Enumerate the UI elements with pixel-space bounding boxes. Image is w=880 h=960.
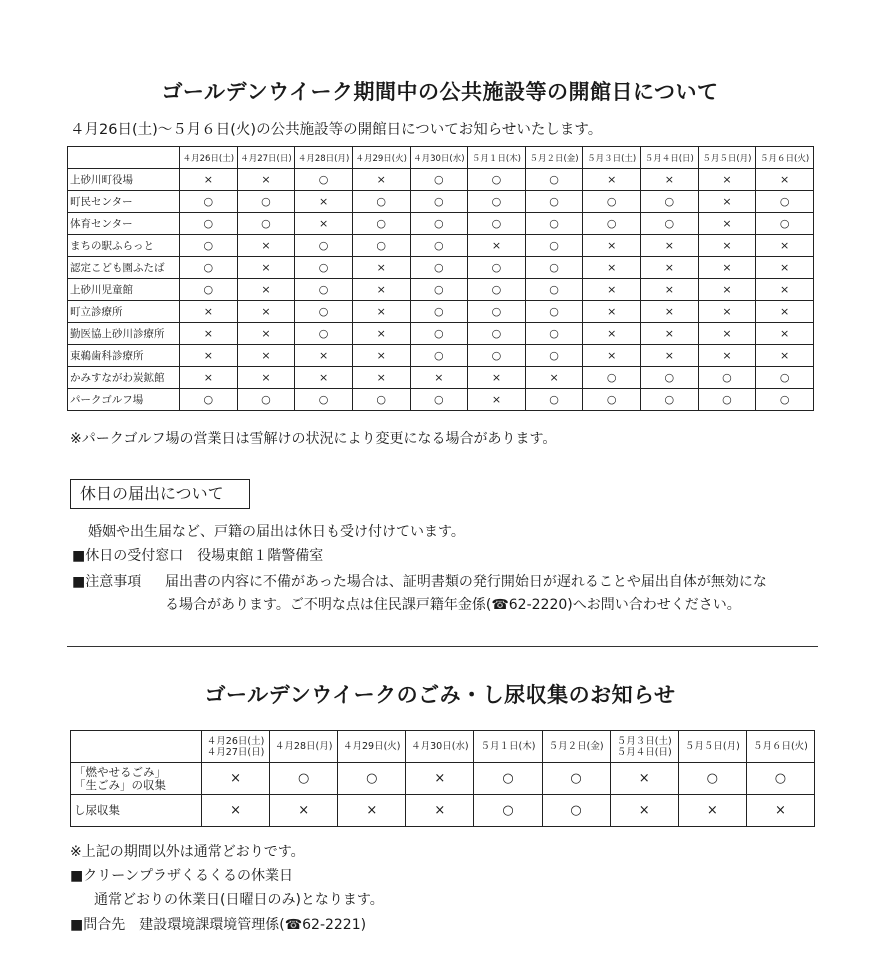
- date-header-line: ５月６日(火): [752, 741, 808, 752]
- contact-text: ■問合先 建設環境課環境管理係(☎62-2221): [70, 917, 367, 933]
- status-cell: ×: [202, 795, 270, 827]
- status-cell: ○: [180, 213, 238, 235]
- status-cell: ×: [406, 763, 474, 795]
- status-cell: ×: [756, 279, 814, 301]
- status-cell: ×: [698, 323, 756, 345]
- status-cell: ○: [295, 323, 353, 345]
- date-header: ４月27日(日): [237, 147, 295, 169]
- table-row: [68, 191, 814, 213]
- facility-name: パークゴルフ場: [68, 389, 180, 411]
- status-cell: ×: [641, 301, 699, 323]
- caution-text-line1: 届出書の内容に不備があった場合は、証明書類の発行開始日が遅れることや届出自体が無効にな: [165, 574, 767, 590]
- status-cell: ○: [410, 301, 468, 323]
- status-cell: ○: [525, 345, 583, 367]
- status-cell: ○: [468, 323, 526, 345]
- status-cell: ×: [468, 389, 526, 411]
- status-cell: ○: [525, 235, 583, 257]
- status-cell: ×: [237, 367, 295, 389]
- status-cell: ×: [641, 279, 699, 301]
- date-header: [542, 731, 610, 763]
- date-header-line: ５月５日(月): [684, 741, 740, 752]
- status-cell: ○: [525, 323, 583, 345]
- status-cell: ○: [468, 257, 526, 279]
- status-cell: ○: [468, 345, 526, 367]
- status-cell: ×: [295, 191, 353, 213]
- status-cell: ○: [474, 763, 542, 795]
- table-row: [71, 763, 815, 795]
- status-cell: ○: [180, 235, 238, 257]
- status-cell: ○: [295, 257, 353, 279]
- status-cell: ×: [756, 345, 814, 367]
- status-cell: ○: [352, 389, 410, 411]
- status-cell: ○: [180, 279, 238, 301]
- status-cell: ×: [202, 763, 270, 795]
- date-header: [474, 731, 542, 763]
- status-cell: ×: [698, 345, 756, 367]
- status-cell: ○: [583, 191, 641, 213]
- status-cell: ×: [698, 191, 756, 213]
- status-cell: ×: [406, 795, 474, 827]
- date-header: ５月２日(金): [525, 147, 583, 169]
- status-cell: ○: [583, 367, 641, 389]
- date-header: [338, 731, 406, 763]
- table-row: [68, 279, 814, 301]
- status-cell: ×: [352, 301, 410, 323]
- status-cell: ○: [525, 191, 583, 213]
- date-header: ４月29日(火): [352, 147, 410, 169]
- period-note: ※上記の期間以外は通常どおりです。: [70, 844, 305, 860]
- caution-text-line2: る場合があります。ご不明な点は住民課戸籍年金係(☎62-2220)へお問い合わせください。: [165, 597, 741, 613]
- status-cell: ○: [756, 389, 814, 411]
- status-cell: ○: [468, 301, 526, 323]
- status-cell: ×: [237, 345, 295, 367]
- date-header: ４月26日(土): [180, 147, 238, 169]
- status-cell: ○: [474, 795, 542, 827]
- status-cell: ○: [295, 169, 353, 191]
- clean-plaza-heading: ■クリーンプラザくるくるの休業日: [70, 868, 293, 884]
- status-cell: ×: [237, 169, 295, 191]
- status-cell: ○: [468, 279, 526, 301]
- status-cell: ○: [756, 213, 814, 235]
- status-cell: ×: [180, 367, 238, 389]
- status-cell: ○: [468, 213, 526, 235]
- status-cell: ×: [295, 345, 353, 367]
- status-cell: ○: [410, 169, 468, 191]
- status-cell: ×: [698, 235, 756, 257]
- page-title: ゴールデンウイーク期間中の公共施設等の開館日について: [161, 80, 719, 104]
- status-cell: ○: [525, 389, 583, 411]
- holiday-window-text: ■休日の受付窓口 役場東館１階警備室: [72, 548, 324, 564]
- status-cell: ○: [525, 279, 583, 301]
- status-cell: ×: [641, 323, 699, 345]
- status-cell: ×: [583, 323, 641, 345]
- status-cell: ○: [542, 795, 610, 827]
- status-cell: ×: [237, 235, 295, 257]
- facility-schedule-table: [67, 146, 814, 411]
- status-cell: ○: [641, 389, 699, 411]
- facility-name: 勤医協上砂川診療所: [68, 323, 180, 345]
- date-header-line: ５月３日(土): [616, 735, 672, 747]
- status-cell: ×: [641, 169, 699, 191]
- status-cell: ×: [641, 257, 699, 279]
- status-cell: ×: [698, 301, 756, 323]
- table-row: [68, 213, 814, 235]
- status-cell: ×: [295, 213, 353, 235]
- status-cell: ×: [698, 213, 756, 235]
- status-cell: ○: [410, 279, 468, 301]
- status-cell: ×: [295, 367, 353, 389]
- status-cell: ×: [352, 345, 410, 367]
- date-header-line: ５月２日(金): [548, 741, 604, 752]
- status-cell: ×: [338, 795, 406, 827]
- status-cell: ×: [698, 169, 756, 191]
- garbage-collection-table: [70, 730, 815, 827]
- facility-name: かみすながわ炭鉱館: [68, 367, 180, 389]
- date-header-line: ４月28日(月): [274, 741, 333, 752]
- status-cell: ×: [678, 795, 746, 827]
- status-cell: ○: [410, 323, 468, 345]
- status-cell: ○: [295, 301, 353, 323]
- status-cell: ○: [180, 257, 238, 279]
- status-cell: ×: [237, 257, 295, 279]
- status-cell: ○: [410, 235, 468, 257]
- status-cell: ×: [641, 345, 699, 367]
- status-cell: ×: [756, 257, 814, 279]
- status-cell: ×: [270, 795, 338, 827]
- status-cell: ×: [583, 345, 641, 367]
- table-row: [68, 389, 814, 411]
- date-header: ５月３日(土): [583, 147, 641, 169]
- date-header-line: ５月１日(木): [480, 741, 536, 752]
- date-header: [270, 731, 338, 763]
- date-header: ５月４日(日): [641, 147, 699, 169]
- collection-type-line: し尿収集: [74, 803, 120, 817]
- caution-label: ■注意事項: [72, 574, 142, 590]
- status-cell: ○: [746, 763, 814, 795]
- clean-plaza-text: 通常どおりの休業日(日曜日のみ)となります。: [94, 892, 384, 908]
- status-cell: ×: [352, 367, 410, 389]
- status-cell: ○: [583, 213, 641, 235]
- table-row: [68, 169, 814, 191]
- table-row: [68, 301, 814, 323]
- status-cell: ×: [756, 169, 814, 191]
- status-cell: ×: [180, 301, 238, 323]
- date-header: [202, 731, 270, 763]
- status-cell: ○: [295, 279, 353, 301]
- status-cell: ○: [180, 191, 238, 213]
- status-cell: ×: [746, 795, 814, 827]
- status-cell: ○: [641, 367, 699, 389]
- collection-type: [71, 795, 202, 827]
- status-cell: ○: [542, 763, 610, 795]
- status-cell: ×: [698, 279, 756, 301]
- date-header: [406, 731, 474, 763]
- status-cell: ×: [468, 235, 526, 257]
- date-header: [610, 731, 678, 763]
- status-cell: ○: [410, 345, 468, 367]
- section-divider: [67, 646, 818, 647]
- table-row: [68, 345, 814, 367]
- status-cell: ○: [352, 191, 410, 213]
- table-row: [68, 257, 814, 279]
- status-cell: ×: [180, 345, 238, 367]
- collection-type-line: 「生ごみ」の収集: [74, 777, 166, 792]
- status-cell: ×: [698, 257, 756, 279]
- table-header-row: [68, 147, 814, 169]
- status-cell: ○: [338, 763, 406, 795]
- table-header-corner: [71, 731, 202, 763]
- status-cell: ×: [352, 257, 410, 279]
- table-row: [71, 795, 815, 827]
- status-cell: ×: [641, 235, 699, 257]
- status-cell: ×: [180, 323, 238, 345]
- status-cell: ○: [468, 191, 526, 213]
- status-cell: ×: [525, 367, 583, 389]
- status-cell: ○: [352, 213, 410, 235]
- collection-type-line: 「燃やせるごみ」: [74, 764, 166, 779]
- status-cell: ×: [756, 301, 814, 323]
- status-cell: ○: [295, 389, 353, 411]
- status-cell: ○: [237, 191, 295, 213]
- status-cell: ○: [352, 235, 410, 257]
- date-header: ５月１日(木): [468, 147, 526, 169]
- status-cell: ×: [756, 235, 814, 257]
- facility-name: 体育センター: [68, 213, 180, 235]
- facility-name: 認定こども園ふたば: [68, 257, 180, 279]
- status-cell: ○: [641, 213, 699, 235]
- status-cell: ○: [270, 763, 338, 795]
- date-header: [678, 731, 746, 763]
- date-header-line: ４月29日(火): [343, 741, 401, 752]
- park-golf-note: ※パークゴルフ場の営業日は雪解けの状況により変更になる場合があります。: [70, 431, 557, 447]
- status-cell: ○: [678, 763, 746, 795]
- status-cell: ○: [468, 169, 526, 191]
- status-cell: ○: [525, 213, 583, 235]
- collection-type: [71, 763, 202, 795]
- status-cell: ○: [756, 191, 814, 213]
- status-cell: ×: [583, 235, 641, 257]
- date-header: ５月６日(火): [756, 147, 814, 169]
- status-cell: ×: [352, 279, 410, 301]
- date-header: [746, 731, 814, 763]
- status-cell: ○: [237, 213, 295, 235]
- table-row: [68, 235, 814, 257]
- status-cell: ○: [410, 389, 468, 411]
- status-cell: ○: [237, 389, 295, 411]
- facility-name: 上砂川児童館: [68, 279, 180, 301]
- status-cell: ×: [237, 301, 295, 323]
- garbage-title: ゴールデンウイークのごみ・し尿収集のお知らせ: [204, 683, 676, 707]
- status-cell: ×: [610, 763, 678, 795]
- status-cell: ○: [410, 191, 468, 213]
- table-row: [68, 367, 814, 389]
- status-cell: ○: [410, 213, 468, 235]
- holiday-section-heading: 休日の届出について: [70, 479, 250, 509]
- holiday-info-text: 婚姻や出生届など、戸籍の届出は休日も受け付けています。: [88, 524, 465, 540]
- status-cell: ○: [525, 257, 583, 279]
- status-cell: ○: [180, 389, 238, 411]
- date-header: ４月30日(水): [410, 147, 468, 169]
- status-cell: ×: [410, 367, 468, 389]
- status-cell: ○: [583, 389, 641, 411]
- status-cell: ×: [610, 795, 678, 827]
- status-cell: ×: [583, 301, 641, 323]
- facility-name: 町立診療所: [68, 301, 180, 323]
- status-cell: ×: [583, 257, 641, 279]
- facility-name: 上砂川町役場: [68, 169, 180, 191]
- date-header-line: ４月27日(日): [206, 746, 265, 758]
- status-cell: ×: [352, 323, 410, 345]
- status-cell: ○: [525, 301, 583, 323]
- status-cell: ○: [698, 367, 756, 389]
- date-header-line: ５月４日(日): [616, 746, 672, 758]
- status-cell: ×: [756, 323, 814, 345]
- status-cell: ○: [641, 191, 699, 213]
- status-cell: ×: [583, 279, 641, 301]
- status-cell: ○: [698, 389, 756, 411]
- date-header-line: ４月26日(土): [206, 735, 265, 747]
- table-row: [68, 323, 814, 345]
- status-cell: ×: [468, 367, 526, 389]
- facility-name: 東鵜歯科診療所: [68, 345, 180, 367]
- status-cell: ×: [583, 169, 641, 191]
- status-cell: ○: [756, 367, 814, 389]
- date-header: ４月28日(月): [295, 147, 353, 169]
- table-header-row: [71, 731, 815, 763]
- status-cell: ×: [352, 169, 410, 191]
- intro-text: ４月26日(土)～５月６日(火)の公共施設等の開館日についてお知らせいたします。: [70, 122, 603, 138]
- status-cell: ×: [180, 169, 238, 191]
- status-cell: ○: [295, 235, 353, 257]
- status-cell: ×: [237, 279, 295, 301]
- table-header-corner: [68, 147, 180, 169]
- facility-name: まちの駅ふらっと: [68, 235, 180, 257]
- status-cell: ○: [410, 257, 468, 279]
- date-header: ５月５日(月): [698, 147, 756, 169]
- status-cell: ×: [237, 323, 295, 345]
- facility-name: 町民センター: [68, 191, 180, 213]
- status-cell: ○: [525, 169, 583, 191]
- date-header-line: ４月30日(水): [411, 741, 469, 752]
- caution-block: [72, 571, 832, 617]
